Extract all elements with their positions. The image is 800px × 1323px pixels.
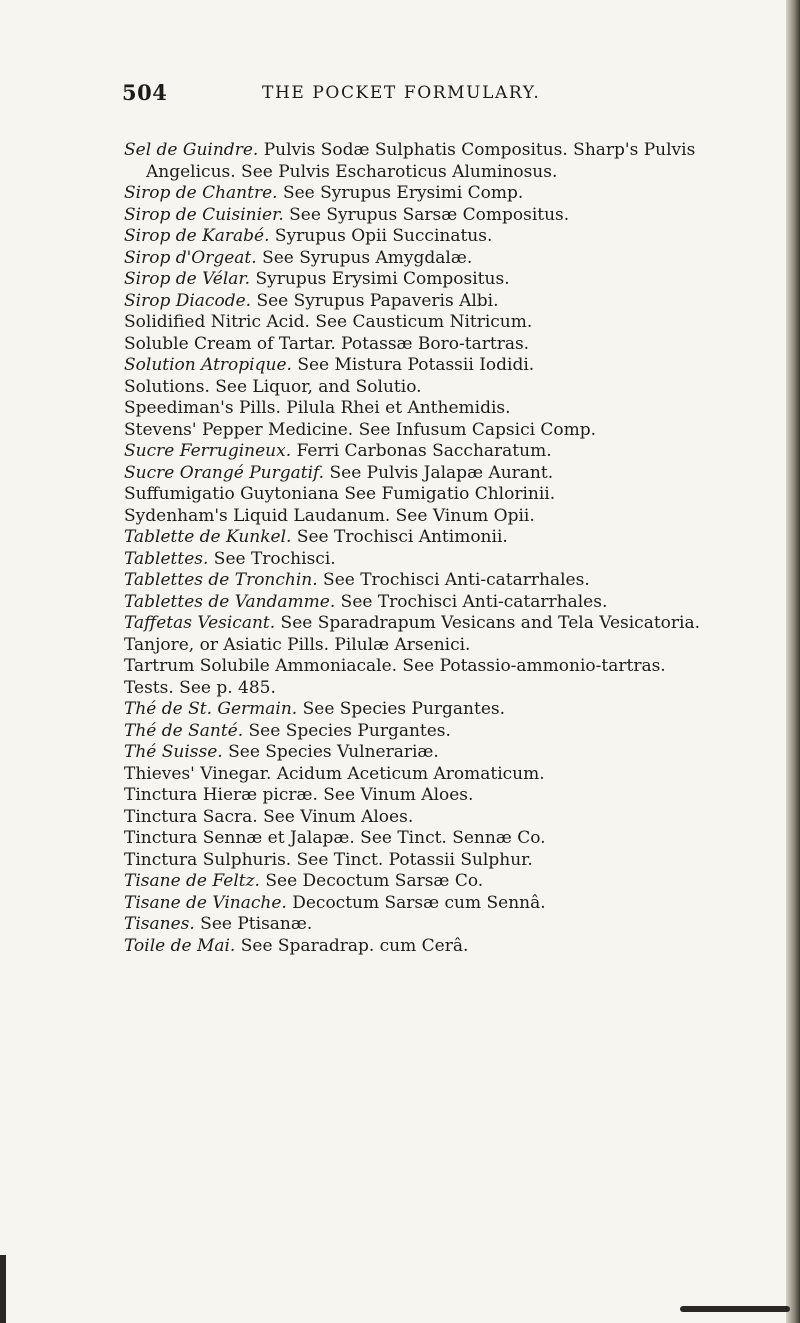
entry-text: Pulvis Sodæ Sulphatis Compositus. Sharp's Pulvis Angelicus. See Pulvis Escharoticus Aluminosus. <box>146 140 696 182</box>
entry-term: Tisane de Vinache. <box>124 892 287 913</box>
entry <box>124 914 744 936</box>
entry-term: Sirop de Cuisinier. <box>124 204 284 225</box>
entry <box>124 463 744 485</box>
entry <box>124 527 744 549</box>
entry-term: Taffetas Vesicant. <box>124 613 276 633</box>
entry <box>124 398 744 420</box>
entry-term: Sirop de Karabé. <box>124 226 270 246</box>
entry-text: See Trochisci. <box>208 548 336 569</box>
entry <box>124 893 744 915</box>
entry <box>124 871 744 893</box>
entry <box>124 312 744 334</box>
entry <box>124 764 744 786</box>
entry <box>124 269 744 291</box>
entry-text: See Trochisci Antimonii. <box>291 527 508 547</box>
entry-text: See Trochisci Anti-catarrhales. <box>335 591 608 612</box>
entry-term: Solution Atropique. <box>124 355 292 375</box>
entry <box>124 183 744 205</box>
entry-text: See Liquor, and Solutio. <box>209 376 422 397</box>
entry-text: See Potassio-ammonio-tartras. <box>397 656 666 676</box>
entry-term: Tisane de Feltz. <box>124 871 260 891</box>
page-edge-shadow <box>786 0 800 1323</box>
entry-term: Sydenham's Liquid Laudanum. <box>124 505 391 526</box>
entry-text: Pilula Rhei et Anthemidis. <box>280 398 511 418</box>
entry-text: See Species Vulnerariæ. <box>222 742 439 762</box>
entry-text: See Vinum Opii. <box>390 505 535 526</box>
page-header <box>122 80 722 110</box>
entry <box>124 678 744 700</box>
entry <box>124 570 744 592</box>
entry-term: Sucre Orangé Purgatif. <box>124 462 325 483</box>
entry-term: Tinctura Hieræ picræ. <box>124 785 318 805</box>
entry-text: See Pulvis Jalapæ Aurant. <box>324 462 554 483</box>
entry <box>124 549 744 571</box>
entry-text: See p. 485. <box>173 677 276 698</box>
entry-term: Tablettes de Vandamme. <box>124 591 336 612</box>
entry <box>124 484 744 506</box>
entry-term: Sirop de Chantre. <box>124 183 278 203</box>
entry-text: See Syrupus Amygdalæ. <box>256 247 473 268</box>
entry-term: Soluble Cream of Tartar. <box>124 333 336 354</box>
entry-text: See Syrupus Sarsæ Compositus. <box>283 204 570 225</box>
entry-text: Acidum Aceticum Aromaticum. <box>271 763 545 784</box>
entry-text: See Syrupus Erysimi Comp. <box>277 183 524 203</box>
entry-text: See Sparadrapum Vesicans and Tela Vesicatoria. <box>275 613 700 633</box>
entry-term: Sirop d'Orgeat. <box>124 247 257 268</box>
entry-term: Stevens' Pepper Medicine. <box>124 419 354 440</box>
entry-term: Speediman's Pills. <box>124 398 281 418</box>
entry <box>124 721 744 743</box>
entry-term: Toile de Mai. <box>124 935 236 956</box>
entry <box>124 807 744 829</box>
entry-text: See Ptisanæ. <box>194 914 313 934</box>
entry-text: See Tinct. Sennæ Co. <box>354 828 546 848</box>
entry <box>124 828 744 850</box>
entry <box>124 140 744 183</box>
entry-term: Tartrum Solubile Ammoniacale. <box>124 656 398 676</box>
entry-text: See Infusum Capsici Comp. <box>353 419 597 440</box>
entry-text: See Mistura Potassii Iodidi. <box>291 355 535 375</box>
entry <box>124 248 744 270</box>
entry-text: See Sparadrap. cum Cerâ. <box>235 935 469 956</box>
entry <box>124 785 744 807</box>
entry-text: See Species Purgantes. <box>243 720 451 741</box>
entry-term: Tablettes. <box>124 548 209 569</box>
entry <box>124 205 744 227</box>
entry-term: Tests. <box>124 677 174 698</box>
entry-term: Suffumigatio Guytoniana <box>124 484 339 504</box>
entry-text: See Decoctum Sarsæ Co. <box>259 871 484 891</box>
entry-term: Sucre Ferrugineux. <box>124 441 292 461</box>
entry-term: Thé de Santé. <box>124 720 244 741</box>
running-title: THE POCKET FORMULARY. <box>262 83 541 103</box>
page-left-mark <box>0 1255 6 1323</box>
entry <box>124 506 744 528</box>
entry-term: Sirop de Vélar. <box>124 269 251 289</box>
entry-text: See Causticum Nitricum. <box>309 312 533 332</box>
entry-text: See Vinum Aloes. <box>317 785 474 805</box>
entry-text: Syrupus Erysimi Compositus. <box>250 269 510 289</box>
entry-text: See Fumigatio Chlorinii. <box>338 484 556 504</box>
entry <box>124 635 744 657</box>
entry-term: Tinctura Sennæ et Jalapæ. <box>124 828 355 848</box>
entry <box>124 742 744 764</box>
entry <box>124 656 744 678</box>
entry <box>124 850 744 872</box>
entry-text: See Species Purgantes. <box>297 699 506 719</box>
entry-text: Ferri Carbonas Saccharatum. <box>291 441 552 461</box>
entry-term: Sirop Diacode. <box>124 290 252 311</box>
entry-term: Thieves' Vinegar. <box>124 763 272 784</box>
entry <box>124 592 744 614</box>
entry-text: See Vinum Aloes. <box>257 806 414 827</box>
entry-text: See Syrupus Papaveris Albi. <box>251 290 499 311</box>
entry <box>124 699 744 721</box>
entry-term: Tinctura Sulphuris. <box>124 849 292 870</box>
entry-term: Solidified Nitric Acid. <box>124 312 310 332</box>
entry-term: Tablettes de Tronchin. <box>124 570 318 590</box>
entry-term: Sel de Guindre. <box>124 140 259 160</box>
entry-term: Tinctura Sacra. <box>124 806 258 827</box>
entry-text: See Trochisci Anti-catarrhales. <box>317 570 590 590</box>
entry-text: Syrupus Opii Succinatus. <box>269 226 493 246</box>
entry <box>124 420 744 442</box>
entry <box>124 291 744 313</box>
entry <box>124 441 744 463</box>
entry <box>124 377 744 399</box>
entry-term: Tanjore, or Asiatic Pills. <box>124 634 330 655</box>
entry-text: Decoctum Sarsæ cum Sennâ. <box>286 892 546 913</box>
formulary-entries <box>124 140 744 957</box>
entry <box>124 334 744 356</box>
entry-term: Solutions. <box>124 376 210 397</box>
entry-term: Tisanes. <box>124 914 195 934</box>
entry-text: See Tinct. Potassii Sulphur. <box>291 849 533 870</box>
entry-text: Pilulæ Arsenici. <box>329 634 471 655</box>
entry-term: Thé de St. Germain. <box>124 699 298 719</box>
entry <box>124 226 744 248</box>
page-bottom-mark <box>680 1306 790 1312</box>
entry <box>124 936 744 958</box>
entry-term: Thé Suisse. <box>124 742 223 762</box>
entry-text: Potassæ Boro-tartras. <box>335 333 530 354</box>
entry-term: Tablette de Kunkel. <box>124 527 292 547</box>
page-number: 504 <box>122 80 168 105</box>
entry <box>124 355 744 377</box>
entry <box>124 613 744 635</box>
